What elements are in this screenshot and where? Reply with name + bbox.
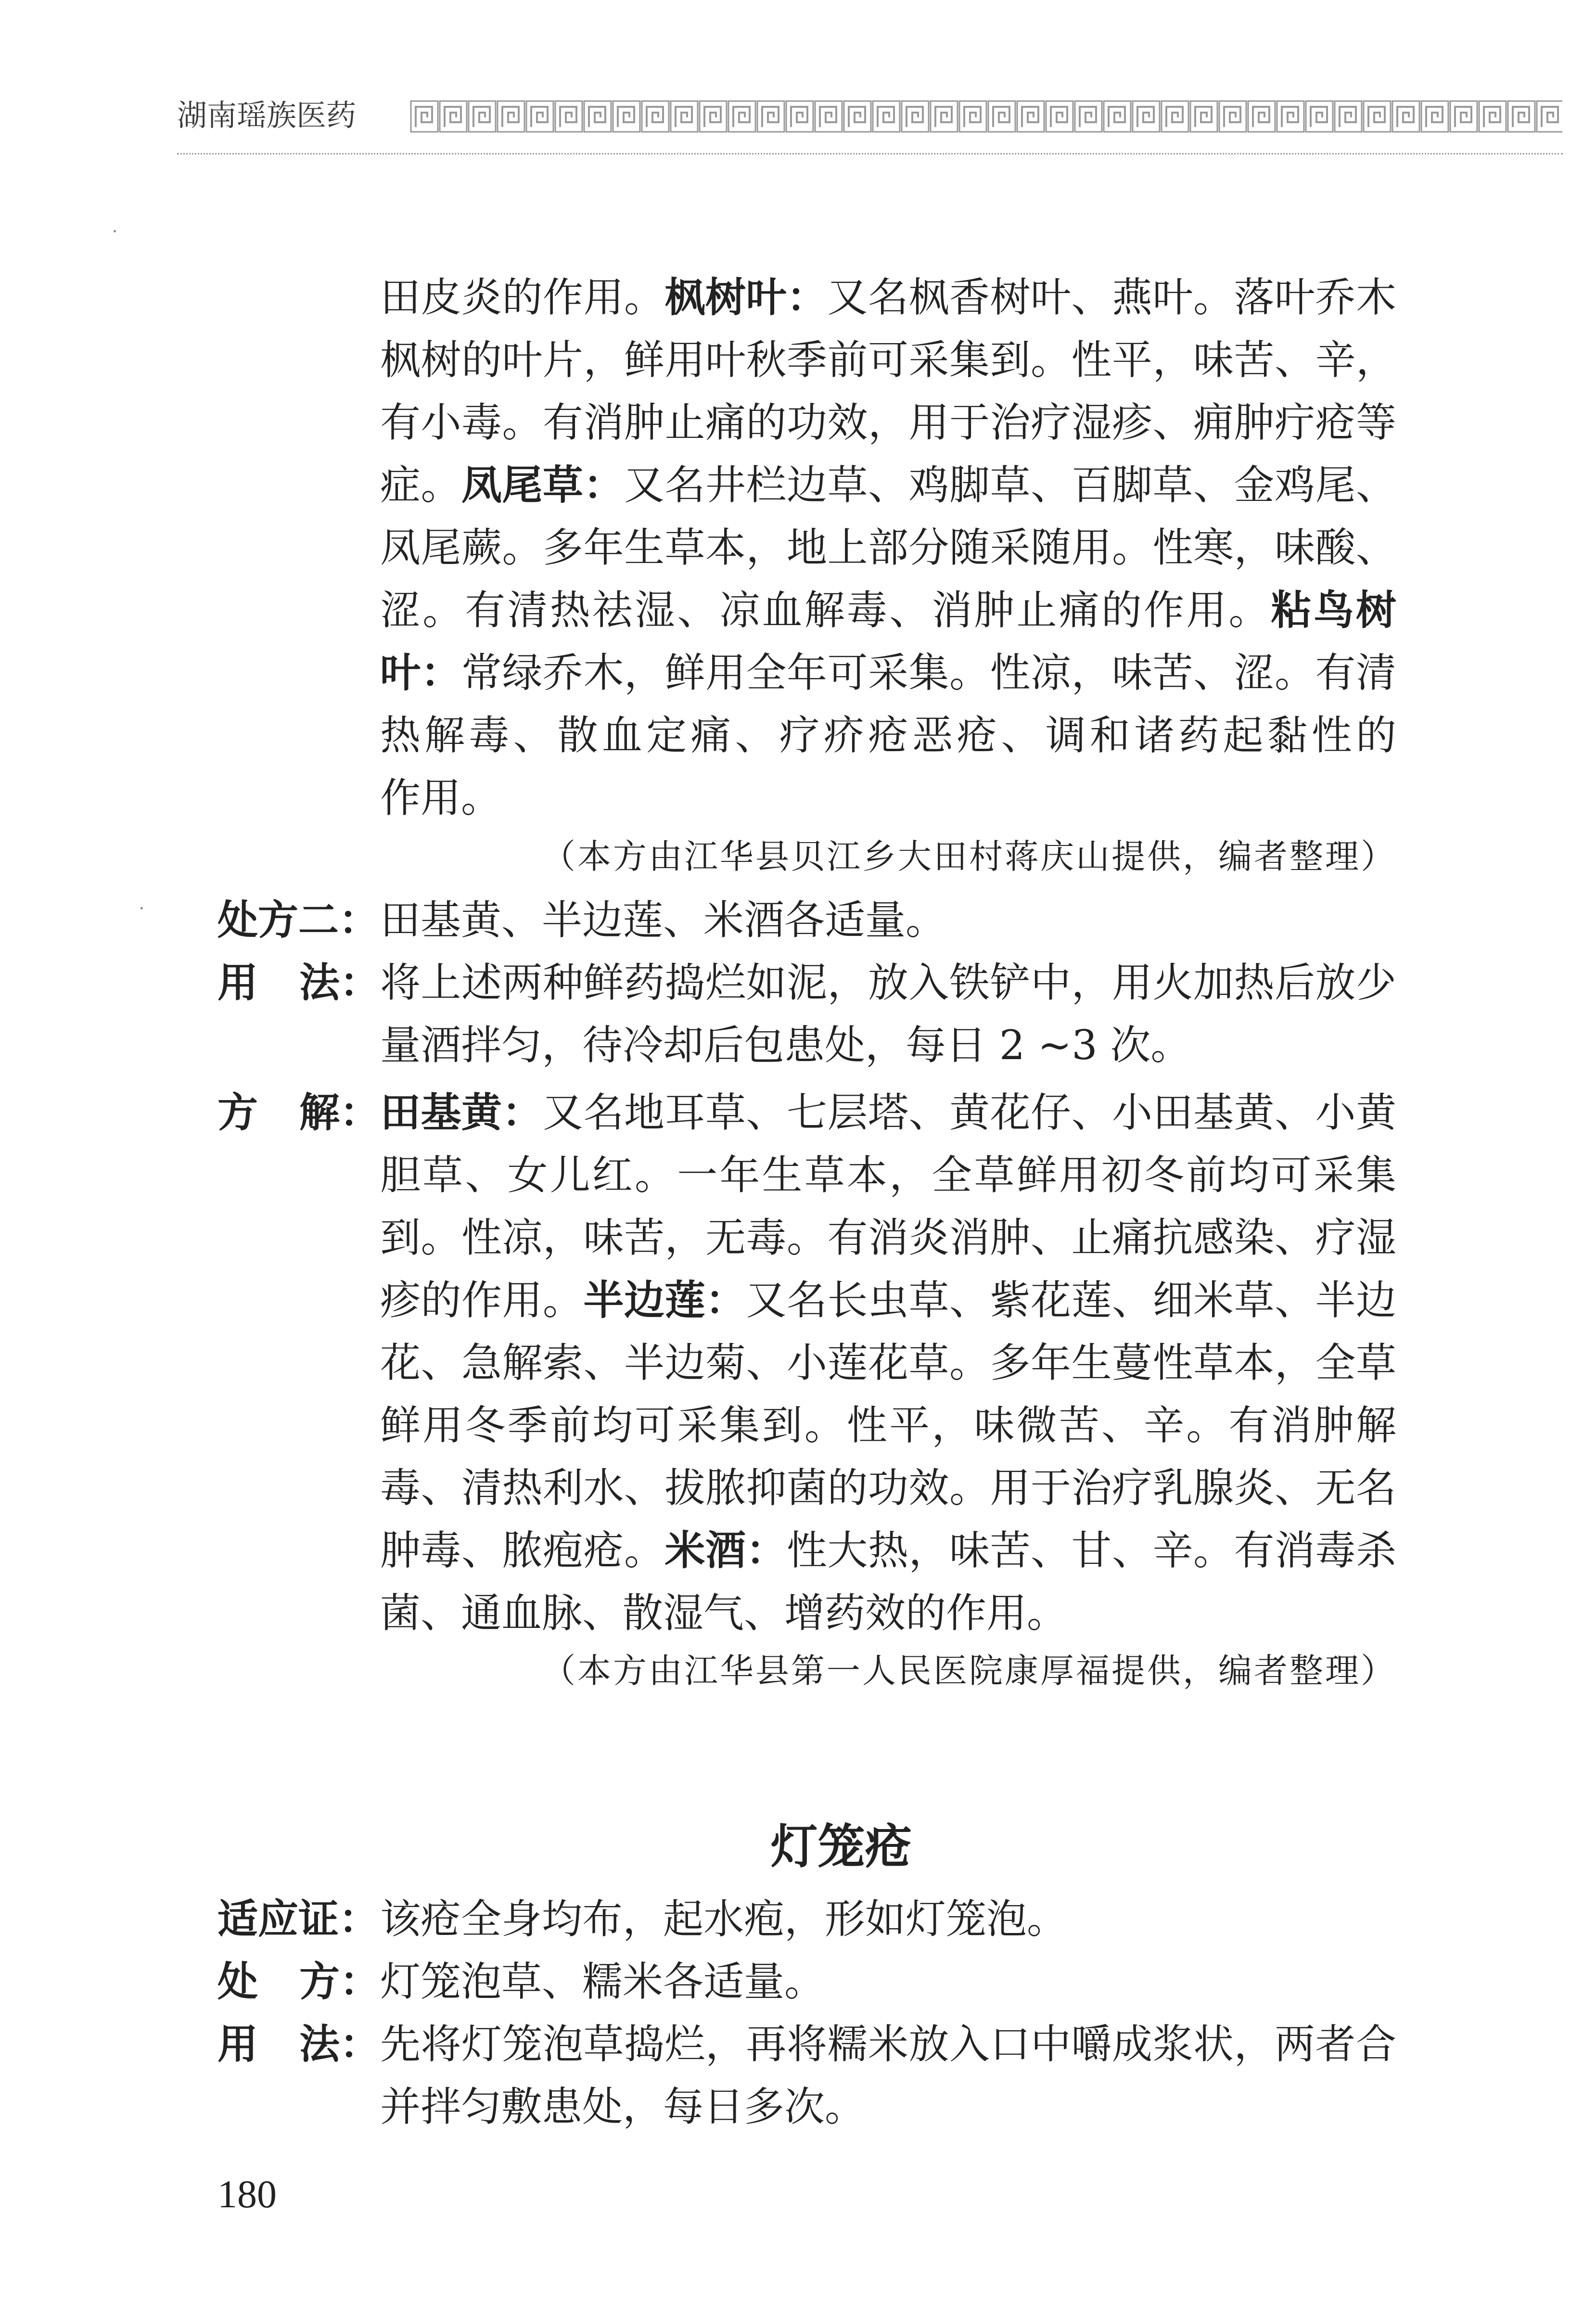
explanation2-line-6: 鲜用冬季前均可采集到。性平，味微苦、辛。有消肿解 — [380, 1402, 1396, 1449]
paragraph1-line-6: 涩。有清热祛湿、凉血解毒、消肿止痛的作用。粘鸟树 — [380, 587, 1396, 634]
explanation2-line-4: 疹的作用。半边莲：又名长虫草、紫花莲、细米草、半边 — [380, 1277, 1396, 1324]
paragraph1-line-5: 凤尾蕨。多年生草本，地上部分随采随用。性寒，味酸、 — [380, 524, 1396, 571]
section-title: 灯笼疮 — [770, 1819, 912, 1874]
paragraph1-line-8: 热解毒、散血定痛、疗疥疮恶疮、调和诸药起黏性的 — [380, 712, 1396, 759]
source-credit-1: （本方由江华县贝江乡大田村蒋庆山提供，编者整理） — [542, 837, 1396, 876]
usage2-line-2: 量酒拌匀，待冷却后包患处，每日 2 ~3 次。 — [380, 1022, 1191, 1069]
prescription2-text: 田基黄、半边莲、米酒各适量。 — [380, 896, 946, 944]
explanation2-line-1: 田基黄：又名地耳草、七层塔、黄花仔、小田基黄、小黄 — [380, 1089, 1396, 1136]
paragraph1-line-9: 作用。 — [380, 774, 502, 821]
prescription2-label: 处方二： — [217, 896, 380, 944]
paragraph1-line-7: 叶：常绿乔木，鲜用全年可采集。性凉，味苦、涩。有清 — [380, 649, 1396, 696]
explanation2-line-8: 肿毒、脓疱疮。米酒：性大热，味苦、甘、辛。有消毒杀 — [380, 1527, 1396, 1574]
explanation2-line-2: 胆草、女儿红。一年生草本，全草鲜用初冬前均可采集 — [380, 1152, 1396, 1199]
paragraph1-line-3: 有小毒。有消肿止痛的功效，用于治疗湿疹、痈肿疔疮等 — [380, 399, 1396, 446]
usage2-label: 用 法： — [217, 959, 380, 1006]
header-divider — [177, 153, 1563, 154]
running-header-title: 湖南瑶族医药 — [177, 98, 357, 133]
indication-label: 适应证： — [217, 1895, 380, 1943]
usage2-line-1: 将上述两种鲜药捣烂如泥，放入铁铲中，用火加热后放少 — [380, 959, 1396, 1006]
explanation2-line-7: 毒、清热利水、拔脓抑菌的功效。用于治疗乳腺炎、无名 — [380, 1464, 1396, 1511]
explanation2-line-3: 到。性凉，味苦，无毒。有消炎消肿、止痛抗感染、疗湿 — [380, 1214, 1396, 1261]
prescription-text: 灯笼泡草、糯米各适量。 — [380, 1958, 825, 2005]
scan-speck — [140, 907, 143, 909]
scan-speck — [114, 230, 116, 232]
indication-text: 该疮全身均布，起水疱，形如灯笼泡。 — [380, 1895, 1068, 1943]
explanation2-line-9: 菌、通血脉、散湿气、增药效的作用。 — [380, 1589, 1068, 1637]
paragraph1-line-4: 症。凤尾草：又名井栏边草、鸡脚草、百脚草、金鸡尾、 — [380, 461, 1396, 509]
prescription-label: 处 方： — [217, 1958, 380, 2005]
usage-line-1: 先将灯笼泡草捣烂，再将糯米放入口中嚼成浆状，两者合 — [380, 2021, 1396, 2068]
header-ornament-band — [410, 99, 1562, 134]
explanation2-line-5: 花、急解索、半边菊、小莲花草。多年生蔓性草本，全草 — [380, 1339, 1396, 1386]
page-number: 180 — [217, 2172, 277, 2216]
paragraph1-line-2: 枫树的叶片，鲜用叶秋季前可采集到。性平，味苦、辛， — [380, 336, 1396, 384]
usage-line-2: 并拌匀敷患处，每日多次。 — [380, 2083, 866, 2130]
usage-label: 用 法： — [217, 2021, 380, 2068]
explanation2-label: 方 解： — [217, 1089, 380, 1136]
paragraph1-line-1: 田皮炎的作用。枫树叶：又名枫香树叶、燕叶。落叶乔木 — [380, 274, 1396, 321]
source-credit-2: （本方由江华县第一人民医院康厚福提供，编者整理） — [542, 1651, 1396, 1690]
